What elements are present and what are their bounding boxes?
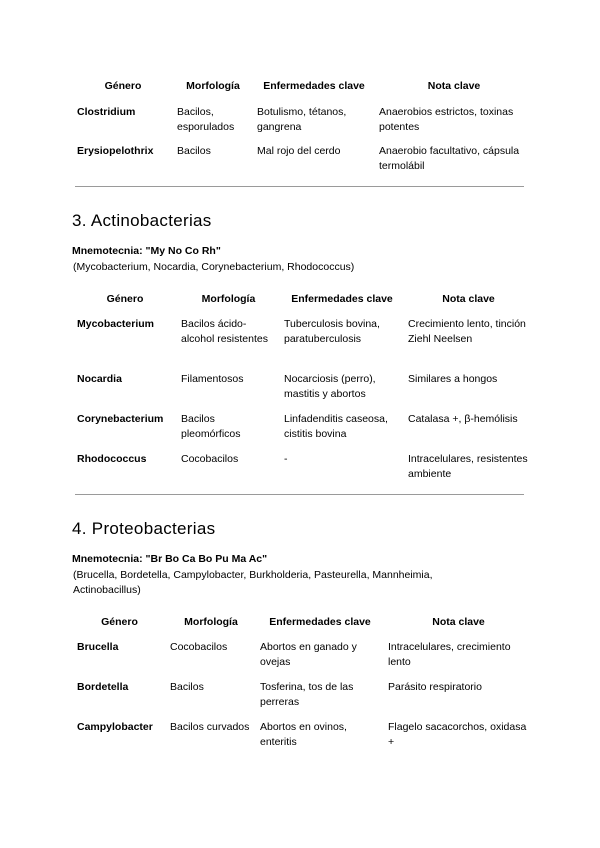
section-divider [75, 186, 524, 187]
morphology-cell: Cocobacilos [181, 453, 239, 465]
genus-cell: Clostridium [77, 106, 136, 118]
genus-cell: Rhodococcus [77, 453, 147, 465]
morphology-cell: Filamentosos [181, 373, 244, 385]
genus-cell: Brucella [77, 641, 119, 653]
morphology-cell: Bacilos ácido-alcohol resistentes [181, 318, 268, 345]
section-4-mnemonic: Mnemotecnia: "Br Bo Ca Bo Pu Ma Ac" [72, 553, 268, 565]
header-morphology: Morfología [201, 293, 256, 305]
note-cell: Intracelulares, resistentes ambiente [408, 453, 528, 480]
note-cell: Anaerobio facultativo, cápsula termolábil [379, 145, 520, 172]
diseases-cell: Mal rojo del cerdo [257, 145, 341, 157]
section-4-title: 4. Proteobacterias [72, 519, 216, 538]
section-3-mnemonic-list: (Mycobacterium, Nocardia, Corynebacterium, Rhodococcus) [73, 261, 355, 273]
header-note: Nota clave [442, 293, 495, 305]
header-genus: Género [106, 293, 144, 305]
table-row [73, 720, 533, 756]
header-diseases: Enfermedades clave [263, 80, 365, 92]
note-cell: Intracelulares, crecimiento lento [388, 641, 511, 668]
diseases-cell: - [284, 453, 288, 465]
table-row [73, 412, 533, 452]
header-note: Nota clave [432, 616, 485, 628]
table-actinobacterias [73, 292, 533, 488]
morphology-cell: Bacilos curvados [170, 721, 250, 733]
table-row [73, 680, 533, 720]
header-morphology: Morfología [184, 616, 238, 628]
table-row [73, 105, 533, 144]
diseases-cell: Abortos en ovinos, enteritis [260, 721, 347, 748]
header-genus: Género [101, 616, 138, 628]
morphology-cell: Bacilos [170, 681, 204, 693]
table-header-row [73, 79, 533, 97]
morphology-cell: Bacilos, esporulados [177, 106, 235, 133]
header-diseases: Enfermedades clave [291, 293, 393, 305]
table-proteobacterias [73, 615, 533, 756]
note-cell: Crecimiento lento, tinción Ziehl Neelsen [408, 318, 526, 345]
table-top [73, 79, 533, 180]
genus-cell: Bordetella [77, 681, 129, 693]
diseases-cell: Abortos en ganado y ovejas [260, 641, 357, 668]
section-3-title: 3. Actinobacterias [72, 211, 212, 230]
genus-cell: Erysiopelothrix [77, 145, 154, 157]
morphology-cell: Bacilos [177, 145, 211, 157]
table-header-row [73, 615, 533, 633]
note-cell: Anaerobios estrictos, toxinas potentes [379, 106, 514, 133]
table-row [73, 372, 533, 412]
header-morphology: Morfología [186, 80, 240, 92]
note-cell: Parásito respiratorio [388, 681, 482, 693]
table-row [73, 317, 533, 372]
diseases-cell: Tuberculosis bovina, paratuberculosis [284, 318, 380, 345]
note-cell: Catalasa +, β-hemólisis [408, 413, 518, 425]
header-diseases: Enfermedades clave [269, 616, 371, 628]
table-row [73, 144, 533, 180]
note-cell: Similares a hongos [408, 373, 498, 385]
table-header-row [73, 292, 533, 310]
diseases-cell: Tosferina, tos de las perreras [260, 681, 354, 708]
diseases-cell: Linfadenditis caseosa, cistitis bovina [284, 413, 388, 440]
diseases-cell: Botulismo, tétanos, gangrena [257, 106, 347, 133]
table-row [73, 452, 533, 488]
header-note: Nota clave [427, 80, 481, 92]
genus-cell: Mycobacterium [77, 318, 155, 330]
diseases-cell: Nocarciosis (perro), mastitis y abortos [284, 373, 376, 400]
genus-cell: Campylobacter [77, 721, 153, 733]
section-4-mnemonic-list: (Brucella, Bordetella, Campylobacter, Burkholderia, Pasteurella, Mannheimia, Actinobacillus) [73, 569, 433, 596]
genus-cell: Nocardia [77, 373, 122, 385]
table-row [73, 640, 533, 680]
genus-cell: Corynebacterium [77, 413, 164, 425]
morphology-cell: Bacilos pleomórficos [181, 413, 241, 440]
section-divider [75, 494, 524, 495]
note-cell: Flagelo sacacorchos, oxidasa + [388, 721, 527, 748]
section-3-mnemonic: Mnemotecnia: "My No Co Rh" [72, 245, 221, 257]
header-genus: Género [104, 80, 142, 92]
morphology-cell: Cocobacilos [170, 641, 228, 653]
